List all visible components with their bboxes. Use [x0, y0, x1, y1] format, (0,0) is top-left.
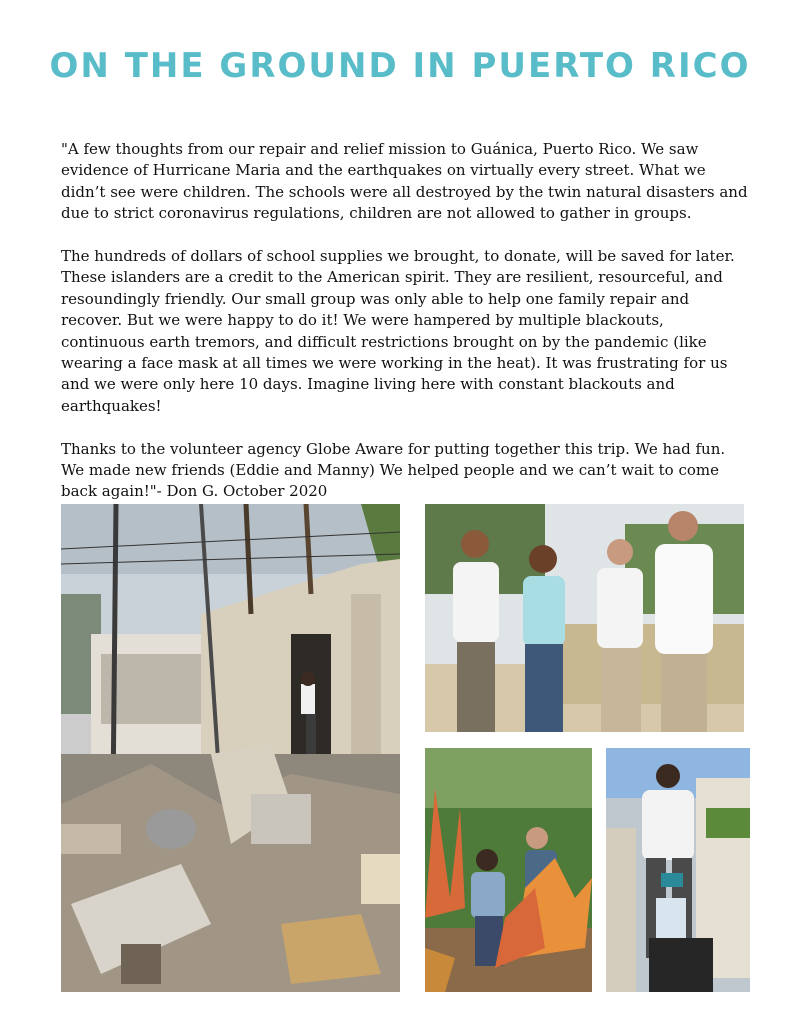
paragraph-3: Thanks to the volunteer agency Globe Aware for putting together this trip. We had fun. We made new friends (Eddie and Manny) We helped people and we can’t wait to come back again!"- Don G. October 2020: [61, 439, 726, 501]
photo-planting: [425, 748, 592, 992]
photo-volunteer-group: [425, 504, 744, 732]
paragraph-1: "A few thoughts from our repair and relief mission to Guánica, Puerto Rico. We saw evidence of Hurricane Maria and the earthquakes on virtually every street. What we didn’t see were children. The schools were all destroyed by the twin natural disasters and due to strict coronavirus regulations, children are not allowed to gather in groups.: [61, 140, 748, 223]
paragraph-2: The hundreds of dollars of school supplies we brought, to donate, will be saved for later. These islanders are a credit to the American spirit. They are resilient, resourceful, and resoundingly friendly. Our small group was only able to help one family repair and recover. But we were happy to do it! We were hampered by multiple blackouts, continuous earth tremors, and difficult restrictions brought on by the pandemic (like wearing a face mask at all times we were working in the heat). It was frustrating for us and we were only here 10 days. Imagine living here with constant blackouts and earthquakes!: [61, 247, 735, 415]
page-title: ON THE GROUND IN PUERTO RICO: [49, 46, 751, 86]
article-body: [61, 139, 751, 503]
photo-drilling: [606, 748, 750, 992]
photo-debris-house: [61, 504, 400, 992]
